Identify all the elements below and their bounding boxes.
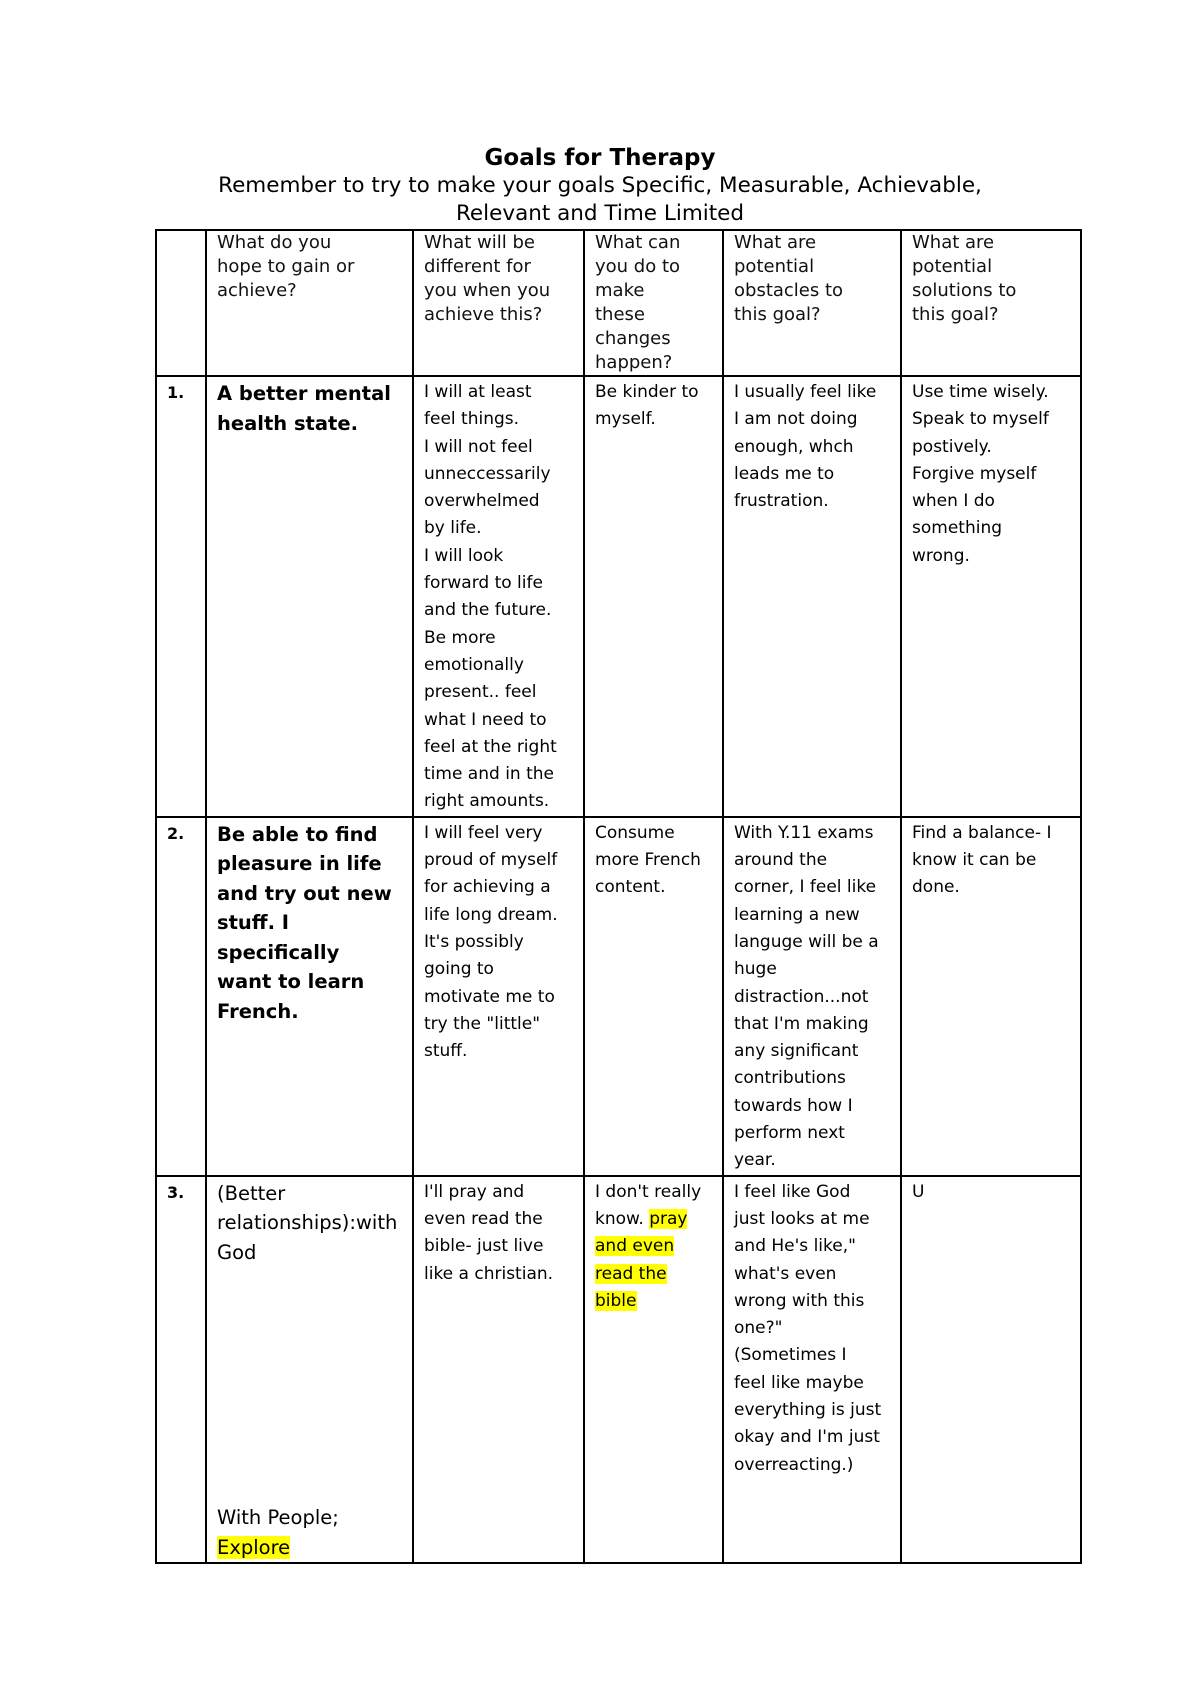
highlighted-text: Explore xyxy=(217,1535,291,1559)
row-number: 1. xyxy=(156,376,206,817)
highlighted-text: read the xyxy=(595,1263,667,1284)
header-text: achieve? xyxy=(217,280,297,301)
highlighted-text: bible xyxy=(595,1290,637,1311)
cell-line: I will not feel xyxy=(424,436,533,457)
row-number: 3. xyxy=(156,1176,206,1564)
highlighted-text: and even xyxy=(595,1236,675,1257)
table-header-row xyxy=(156,230,1081,376)
cell-line: relationships):with xyxy=(217,1211,398,1235)
cell-line: languge will be a xyxy=(734,931,879,952)
changes-cell xyxy=(584,1176,723,1564)
cell-line xyxy=(595,1288,712,1315)
cell-line: Be kinder to xyxy=(595,382,699,402)
cell-line: Use time wisely. xyxy=(912,382,1049,402)
cell-line: even read the xyxy=(424,1208,543,1229)
document-title: Goals for Therapy xyxy=(484,145,716,171)
solutions-cell xyxy=(901,1176,1081,1564)
cell-line: and the future. xyxy=(424,600,552,621)
obstacles-cell xyxy=(723,817,901,1176)
different-cell xyxy=(413,376,584,817)
cell-line: I am not doing xyxy=(734,409,858,430)
header-text: What will be xyxy=(424,232,535,253)
cell-line: (Sometimes I xyxy=(734,1345,847,1366)
subtitle-line-1: Remember to try to make your goals Specific, Measurable, Achievable, xyxy=(218,173,982,198)
cell-line: right amounts. xyxy=(424,791,550,812)
highlighted-text: pray xyxy=(649,1208,688,1229)
cell-line: forward to life xyxy=(424,573,543,594)
header-text: hope to gain or xyxy=(217,256,355,277)
solutions-cell xyxy=(901,376,1081,817)
header-solutions-cell xyxy=(901,230,1081,376)
cell-line: stuff. I specifically xyxy=(217,911,340,964)
cell-line: one?" xyxy=(734,1318,783,1339)
cell-line: know it can be xyxy=(912,850,1037,871)
header-different-cell xyxy=(413,230,584,376)
changes-cell xyxy=(584,817,723,1176)
cell-line: feel at the right xyxy=(424,736,557,757)
cell-line: pleasure in life xyxy=(217,852,382,876)
cell-text: know. xyxy=(595,1208,644,1229)
cell-line: frustration. xyxy=(734,491,829,512)
cell-line: want to learn xyxy=(217,970,365,994)
cell-line: With Y.11 exams xyxy=(734,822,874,843)
cell-line: I don't really xyxy=(595,1181,702,1202)
goals-table xyxy=(155,229,1082,1564)
table-row xyxy=(156,817,1081,1176)
cell-line: I'll pray and xyxy=(424,1181,525,1202)
cell-line: and try out new xyxy=(217,881,392,905)
cell-line: bible- just live xyxy=(424,1236,544,1257)
cell-line: A better mental xyxy=(217,382,391,405)
cell-line: I usually feel like xyxy=(734,382,877,402)
cell-line: that I'm making xyxy=(734,1013,869,1034)
goal-cell xyxy=(206,1176,413,1564)
table-row xyxy=(156,376,1081,817)
header-text: this goal? xyxy=(734,304,821,325)
cell-line: life long dream. xyxy=(424,904,558,925)
header-obstacles-cell xyxy=(723,230,901,376)
cell-line: by life. xyxy=(424,518,482,539)
header-text: different for xyxy=(424,256,531,277)
cell-line: distraction...not xyxy=(734,986,869,1007)
different-cell xyxy=(413,1176,584,1564)
cell-line: Find a balance- I xyxy=(912,822,1052,843)
cell-line: With People; xyxy=(217,1506,339,1530)
header-text: What are xyxy=(734,232,817,253)
cell-line: feel things. xyxy=(424,409,520,430)
cell-line: everything is just xyxy=(734,1399,882,1420)
cell-line: around the xyxy=(734,850,828,871)
cell-line: time and in the xyxy=(424,764,554,785)
obstacles-cell xyxy=(723,1176,901,1564)
cell-line: for achieving a xyxy=(424,877,551,898)
cell-line: U xyxy=(912,1181,925,1202)
cell-line: corner, I feel like xyxy=(734,877,877,898)
cell-line: try the "little" xyxy=(424,1013,541,1034)
cell-line: like a christian. xyxy=(424,1263,554,1284)
cell-line: any significant xyxy=(734,1041,859,1062)
cell-line: (Better xyxy=(217,1181,286,1205)
cell-line: present.. feel xyxy=(424,682,537,703)
cell-spacer xyxy=(217,1267,402,1503)
cell-line: Forgive myself xyxy=(912,463,1037,484)
cell-line: okay and I'm just xyxy=(734,1427,880,1448)
cell-line: leads me to xyxy=(734,463,835,484)
cell-line: Consume xyxy=(595,822,675,843)
cell-line: I will feel very xyxy=(424,822,543,843)
cell-line: It's possibly xyxy=(424,931,524,952)
different-cell xyxy=(413,817,584,1176)
cell-line xyxy=(595,1233,712,1260)
header-text: make xyxy=(595,280,645,301)
cell-line: done. xyxy=(912,877,960,898)
cell-line: perform next xyxy=(734,1123,845,1144)
table-row xyxy=(156,1176,1081,1564)
header-text: What can xyxy=(595,232,681,253)
header-text: solutions to xyxy=(912,280,1017,301)
cell-line: God xyxy=(217,1240,257,1264)
cell-line: health state. xyxy=(217,411,358,435)
cell-line: just looks at me xyxy=(734,1208,870,1229)
solutions-cell xyxy=(901,817,1081,1176)
header-text: changes xyxy=(595,328,671,349)
cell-line xyxy=(595,1261,712,1288)
cell-line: towards how I xyxy=(734,1095,853,1116)
cell-line: what's even xyxy=(734,1263,837,1284)
cell-line: what I need to xyxy=(424,709,547,730)
changes-cell xyxy=(584,376,723,817)
cell-line xyxy=(217,1533,402,1563)
cell-line: I will look xyxy=(424,545,504,566)
cell-line: postively. xyxy=(912,436,992,457)
cell-line: year. xyxy=(734,1150,776,1171)
cell-line: when I do xyxy=(912,491,995,512)
cell-line: more French xyxy=(595,850,701,871)
obstacles-cell xyxy=(723,376,901,817)
cell-line: overwhelmed xyxy=(424,491,540,512)
cell-line: learning a new xyxy=(734,904,860,925)
cell-line: something xyxy=(912,518,1003,539)
cell-line: feel like maybe xyxy=(734,1372,864,1393)
header-text: this goal? xyxy=(912,304,999,325)
header-text: potential xyxy=(734,256,815,277)
header-num-cell xyxy=(156,230,206,376)
cell-line: motivate me to xyxy=(424,986,555,1007)
cell-line: I feel like God xyxy=(734,1181,851,1202)
header-gain-cell xyxy=(206,230,413,376)
cell-line: overreacting.) xyxy=(734,1454,854,1475)
cell-line: Speak to myself xyxy=(912,409,1049,430)
header-text: you do to xyxy=(595,256,681,277)
header-text: What are xyxy=(912,232,995,253)
cell-line: myself. xyxy=(595,409,656,430)
cell-line: I will at least xyxy=(424,382,532,402)
cell-line: content. xyxy=(595,877,666,898)
cell-line: enough, whch xyxy=(734,436,854,457)
cell-line: going to xyxy=(424,959,494,980)
cell-line: Be able to find xyxy=(217,822,378,846)
document-subtitle xyxy=(150,172,1050,228)
header-text: happen? xyxy=(595,352,673,373)
cell-line: proud of myself xyxy=(424,850,558,871)
cell-line: French. xyxy=(217,999,299,1023)
goal-cell xyxy=(206,817,413,1176)
header-text: potential xyxy=(912,256,993,277)
cell-line: emotionally xyxy=(424,654,524,675)
header-changes-cell xyxy=(584,230,723,376)
cell-line: stuff. xyxy=(424,1041,468,1062)
cell-line: and He's like," xyxy=(734,1236,856,1257)
goal-cell xyxy=(206,376,413,817)
header-text: What do you xyxy=(217,232,332,253)
cell-line: unneccessarily xyxy=(424,463,551,484)
cell-line: contributions xyxy=(734,1068,846,1089)
header-text: achieve this? xyxy=(424,304,543,325)
subtitle-line-2: Relevant and Time Limited xyxy=(455,201,745,226)
cell-line: Be more xyxy=(424,627,496,648)
header-text: these xyxy=(595,304,645,325)
cell-line xyxy=(595,1206,712,1233)
cell-line: wrong. xyxy=(912,545,970,566)
cell-line: wrong with this xyxy=(734,1290,865,1311)
row-number: 2. xyxy=(156,817,206,1176)
header-text: obstacles to xyxy=(734,280,844,301)
cell-line: huge xyxy=(734,959,777,980)
header-text: you when you xyxy=(424,280,551,301)
